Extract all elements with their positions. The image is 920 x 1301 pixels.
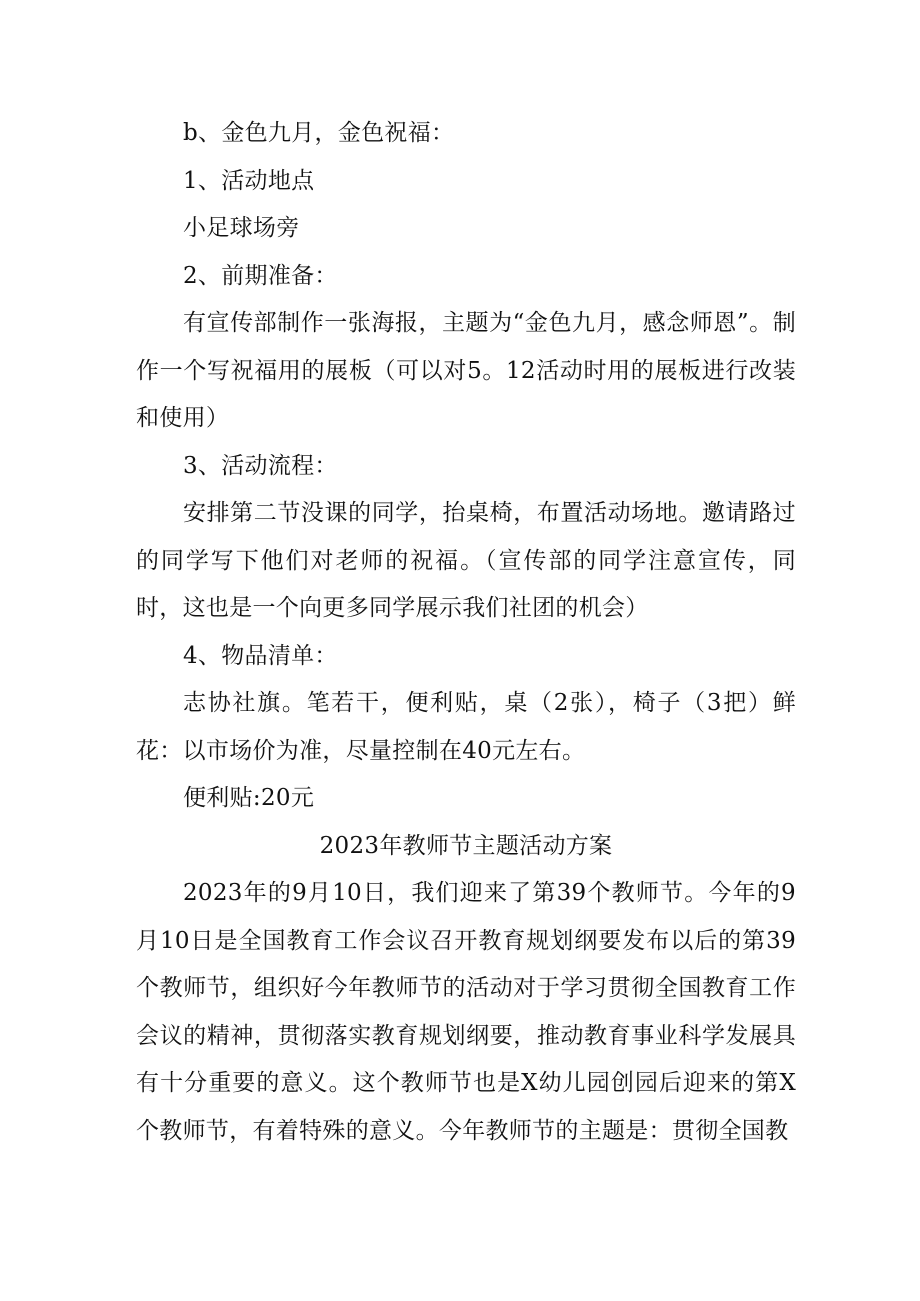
body-paragraph: 2023年的9月10日，我们迎来了第39个教师节。今年的9月10日是全国教育工作会议召开教育规划纲要发布以后的第39个教师节，组织好今年教师节的活动对于学习贯彻全国教育工作会议的精神，贯彻落实教育规划纲要，推动教育事业科学发展具有十分重要的意义。这个教师节也是X幼儿园创园后迎来的第X个教师节，有着特殊的意义。今年教师节的主题是：贯彻全国教 [136,880,796,1144]
item-activity-process: 3、活动流程： [183,452,338,479]
document-body [136,110,796,1155]
item-activity-location: 1、活动地点 [183,167,315,194]
sticky-notes-cost: 便利贴:20元 [183,785,315,811]
item-preparation: 2、前期准备： [183,262,338,289]
supplies-text: 志协社旗。笔若干，便利贴，桌（2张），椅子（3把）鲜花：以市场价为准，尽量控制在40元左右。 [136,690,796,764]
process-text: 安排第二节没课的同学，抬桌椅，布置活动场地。邀请路过的同学写下他们对老师的祝福。（宣传部的同学注意宣传，同时，这也是一个向更多同学展示我们社团的机会） [136,500,796,621]
heading-golden-september: b、金色九月，金色祝福： [183,120,455,146]
section-title: 2023年教师节主题活动方案 [319,832,613,859]
item-supplies-list: 4、物品清单： [183,642,338,669]
preparation-text: 有宣传部制作一张海报，主题为“金色九月，感念师恩”。制作一个写祝福用的展板（可以对5。12活动时用的展板进行改装和使用） [136,310,796,431]
location-text: 小足球场旁 [183,215,300,241]
